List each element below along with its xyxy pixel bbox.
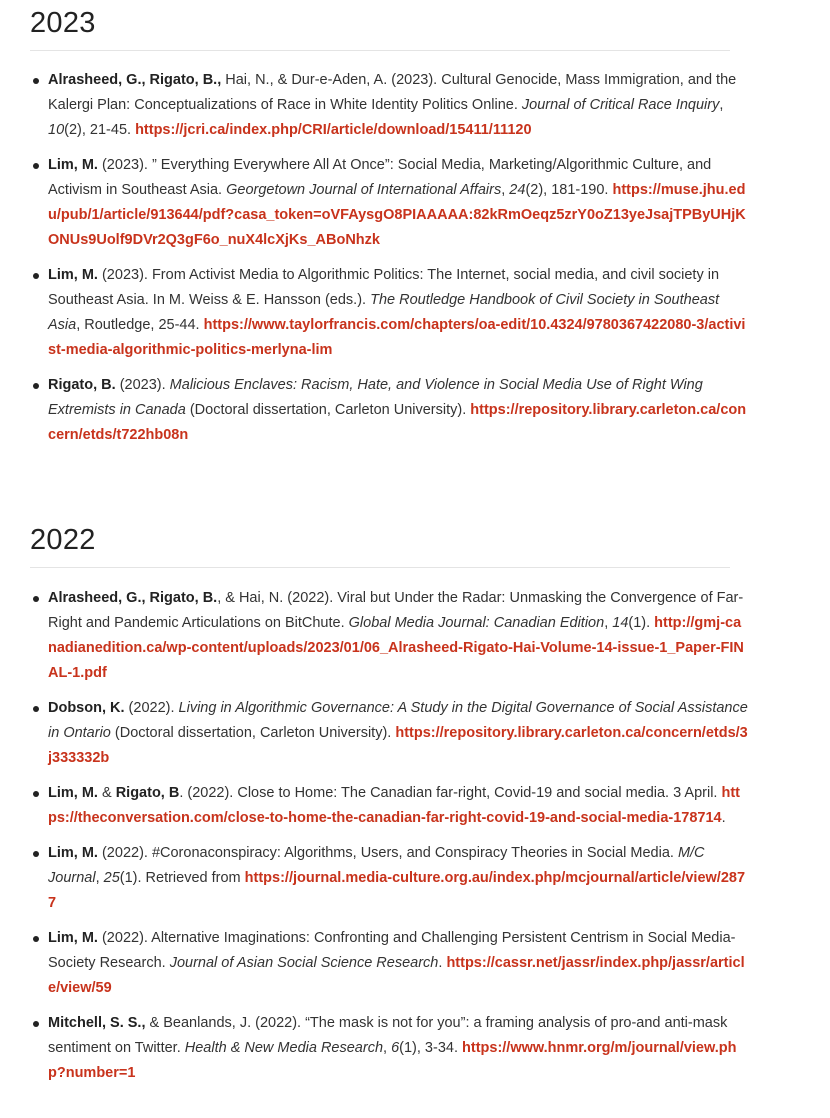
reference-link[interactable]: https://www.hnmr.org/m/journal/view.php?number=1: [48, 1040, 737, 1081]
reference-journal: Global Media Journal: Canadian Edition: [348, 615, 605, 631]
reference-item: Rigato, B. (2023). Malicious Enclaves: Racism, Hate, and Violence in Social Media Use of Right Wing Extremists in Canada (Doctoral dissertation, Carleton University). https://repository.library.carleton.ca/concern/etds/t722hb08n: [48, 373, 748, 448]
reference-item: Dobson, K. (2022). Living in Algorithmic Governance: A Study in the Digital Governance of Social Assistance in Ontario (Doctoral dissertation, Carleton University). https://repository.library.carleton.ca/concern/etds/3j333332b: [48, 696, 748, 771]
reference-journal: Living in Algorithmic Governance: A Study in the Digital Governance of Social Assistance in Ontario: [48, 700, 748, 741]
reference-list-2023: [48, 68, 748, 448]
reference-author: Rigato, B: [115, 785, 180, 801]
reference-author: Lim, M.: [48, 845, 98, 861]
reference-journal: Health & New Media Research: [184, 1040, 384, 1056]
reference-link[interactable]: https://jcri.ca/index.php/CRI/article/download/15411/11120: [135, 122, 532, 138]
reference-author: Lim, M.: [48, 157, 98, 173]
reference-link[interactable]: https://journal.media-culture.org.au/index.php/mcjournal/article/view/2877: [48, 870, 746, 911]
year-section-2023: [30, 8, 730, 51]
reference-link[interactable]: https://www.taylorfrancis.com/chapters/oa-edit/10.4324/9780367422080-3/activist-media-algorithmic-politics-merlyna-lim: [48, 317, 746, 358]
reference-item: Alrasheed, G., Rigato, B., Hai, N., & Dur-e-Aden, A. (2023). Cultural Genocide, Mass Immigration, and the Kalergi Plan: Conceptualizations of Race in White Identity Politics Online. Journal of Critical Race Inquiry, 10(2), 21-45. https://jcri.ca/index.php/CRI/article/download/15411/11120: [48, 68, 748, 143]
reference-journal: The Routledge Handbook of Civil Society in Southeast Asia: [48, 292, 720, 333]
reference-item: Mitchell, S. S., & Beanlands, J. (2022). “The mask is not for you”: a framing analysis of pro-and anti-mask sentiment on Twitter. Health & New Media Research, 6(1), 3-34. https://www.hnmr.org/m/journal/view.php?number=1: [48, 1011, 748, 1086]
reference-author: Lim, M.: [48, 267, 98, 283]
reference-item: Lim, M. & Rigato, B. (2022). Close to Home: The Canadian far-right, Covid-19 and social media. 3 April. https://theconversation.com/close-to-home-the-canadian-far-right-covid-19-and-social-media-178714.: [48, 781, 748, 831]
year-heading: 2023: [30, 8, 730, 51]
reference-author: Dobson, K.: [48, 700, 125, 716]
reference-author: Rigato, B.: [48, 377, 116, 393]
reference-journal: Malicious Enclaves: Racism, Hate, and Violence in Social Media Use of Right Wing Extremists in Canada: [48, 377, 703, 418]
reference-journal: Georgetown Journal of International Affairs: [226, 182, 502, 198]
reference-link[interactable]: https://repository.library.carleton.ca/concern/etds/3j333332b: [48, 725, 748, 766]
reference-author: Lim, M.: [48, 785, 98, 801]
reference-link[interactable]: http://gmj-canadianedition.ca/wp-content/uploads/2023/01/06_Alrasheed-Rigato-Hai-Volume-14-issue-1_Paper-FINAL-1.pdf: [48, 615, 744, 681]
reference-journal: M/C Journal: [48, 845, 705, 886]
reference-item: Lim, M. (2022). #Coronaconspiracy: Algorithms, Users, and Conspiracy Theories in Social Media. M/C Journal, 25(1). Retrieved from https://journal.media-culture.org.au/index.php/mcjournal/article/view/2877: [48, 841, 748, 916]
reference-item: Lim, M. (2023). From Activist Media to Algorithmic Politics: The Internet, social media, and civil society in Southeast Asia. In M. Weiss & E. Hansson (eds.). The Routledge Handbook of Civil Society in Southeast Asia, Routledge, 25-44. https://www.taylorfrancis.com/chapters/oa-edit/10.4324/9780367422080-3/activist-media-algorithmic-politics-merlyna-lim: [48, 263, 748, 363]
reference-link[interactable]: https://muse.jhu.edu/pub/1/article/913644/pdf?casa_token=oVFAysgO8PIAAAAA:82kRmOeqz5zrY0oZ13yeJsajTPByUHjKONUs9Uolf9DVr2Q3gF6o_nuX4lcXjKs_ABoNhzk: [48, 182, 746, 248]
reference-author: Alrasheed, G., Rigato, B.: [48, 590, 218, 606]
reference-item: Lim, M. (2022). Alternative Imaginations: Confronting and Challenging Persistent Centrism in Social Media-Society Research. Journal of Asian Social Science Research. https://cassr.net/jassr/index.php/jassr/article/view/59: [48, 926, 748, 1001]
reference-author: Lim, M.: [48, 930, 98, 946]
reference-item: Lim, M. (2023). ” Everything Everywhere All At Once”: Social Media, Marketing/Algorithmic Culture, and Activism in Southeast Asia. Georgetown Journal of International Affairs, 24(2), 181-190. https://muse.jhu.edu/pub/1/article/913644/pdf?casa_token=oVFAysgO8PIAAAAA:82kRmOeqz5zrY0oZ13yeJsajTPByUHjKONUs9Uolf9DVr2Q3gF6o_nuX4lcXjKs_ABoNhzk: [48, 153, 748, 253]
reference-list-2022: [48, 586, 748, 1086]
reference-link[interactable]: https://cassr.net/jassr/index.php/jassr/article/view/59: [48, 955, 745, 996]
reference-author: Alrasheed, G., Rigato, B.,: [48, 72, 222, 88]
reference-item: Alrasheed, G., Rigato, B., & Hai, N. (2022). Viral but Under the Radar: Unmasking the Convergence of Far-Right and Pandemic Articulations on BitChute. Global Media Journal: Canadian Edition, 14(1). http://gmj-canadianedition.ca/wp-content/uploads/2023/01/06_Alrasheed-Rigato-Hai-Volume-14-issue-1_Paper-FINAL-1.pdf: [48, 586, 748, 686]
year-section-2022: [30, 525, 730, 568]
reference-journal: Journal of Critical Race Inquiry: [521, 97, 720, 113]
reference-author: Mitchell, S. S.,: [48, 1015, 146, 1031]
year-heading: 2022: [30, 525, 730, 568]
reference-journal: Journal of Asian Social Science Research: [169, 955, 439, 971]
reference-link[interactable]: https://repository.library.carleton.ca/concern/etds/t722hb08n: [48, 402, 747, 443]
reference-link[interactable]: https://theconversation.com/close-to-home-the-canadian-far-right-covid-19-and-social-media-178714: [48, 785, 740, 826]
